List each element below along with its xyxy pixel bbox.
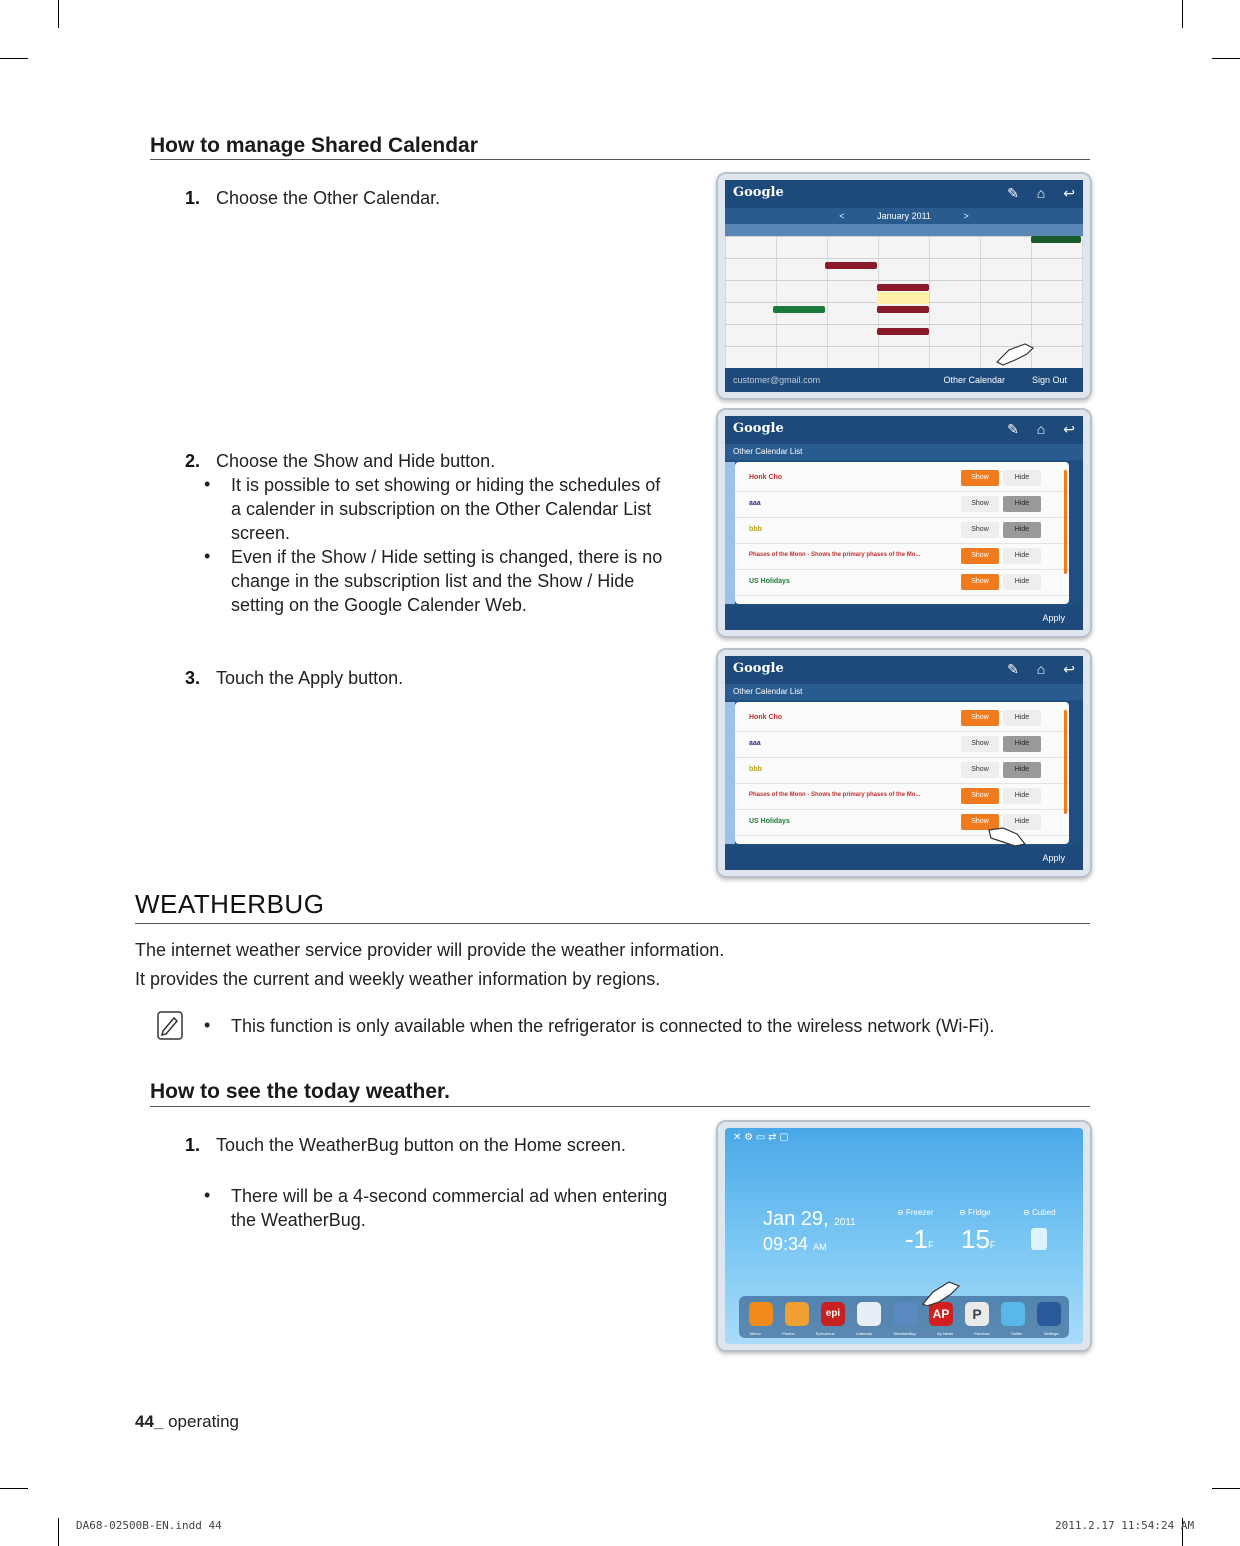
dock-labels: Memo Photos Epicurious Calendar WeatherBug Ap News Pandora Twitter Settings xyxy=(749,1331,1059,1336)
bullet-line: change in the subscription list and the Show / Hide xyxy=(231,571,635,591)
calendar-name: Honk Cho xyxy=(749,714,783,721)
scrollbar[interactable] xyxy=(1064,710,1067,814)
hide-button[interactable]: Hide xyxy=(1003,522,1041,538)
ap-news-app-icon[interactable]: AP xyxy=(929,1302,953,1326)
list-title: Other Calendar List xyxy=(725,684,1083,700)
google-logo: Google xyxy=(733,185,784,200)
show-button[interactable]: Show xyxy=(961,574,999,590)
bullet-line: There will be a 4-second commercial ad when entering xyxy=(231,1186,668,1206)
bullet: • xyxy=(204,546,211,566)
calendar-name: bbb xyxy=(749,766,762,773)
calendar-name: Honk Cho xyxy=(749,474,783,481)
apply-button[interactable]: Apply xyxy=(1042,613,1065,623)
calendar-name: bbb xyxy=(749,526,762,533)
hide-button[interactable]: Hide xyxy=(1003,788,1041,804)
month-title: January 2011 xyxy=(877,211,931,221)
hide-button[interactable]: Hide xyxy=(1003,470,1041,486)
list-item xyxy=(735,706,1069,732)
pointing-hand-icon xyxy=(921,1280,961,1306)
list-item xyxy=(735,544,1069,570)
intro-text: It provides the current and weekly weather information by regions. xyxy=(135,969,661,989)
home-icon[interactable]: ⌂ xyxy=(1036,661,1046,677)
list-item xyxy=(735,732,1069,758)
show-button[interactable]: Show xyxy=(961,788,999,804)
hide-button[interactable]: Hide xyxy=(1003,496,1041,512)
show-button[interactable]: Show xyxy=(961,736,999,752)
date-text: Jan 29, xyxy=(763,1208,829,1230)
hide-button[interactable]: Hide xyxy=(1003,762,1041,778)
note-icon xyxy=(156,1009,184,1041)
list-item xyxy=(735,492,1069,518)
back-icon[interactable]: ↩ xyxy=(1063,421,1075,437)
show-button[interactable]: Show xyxy=(961,522,999,538)
pointing-hand-icon xyxy=(987,824,1027,850)
show-button[interactable]: Show xyxy=(961,710,999,726)
calendar-app-icon[interactable] xyxy=(857,1302,881,1326)
calendar-name: US Holidays xyxy=(749,818,790,825)
fridge-temp[interactable]: 15F xyxy=(961,1224,996,1254)
back-icon[interactable]: ↩ xyxy=(1063,661,1075,677)
bullet-line: setting on the Google Calender Web. xyxy=(231,595,527,615)
calendar-name: aaa xyxy=(749,740,761,747)
list-item xyxy=(735,784,1069,810)
bullet-line: It is possible to set showing or hiding the schedules of xyxy=(231,475,661,495)
back-icon[interactable]: ↩ xyxy=(1063,185,1075,201)
crop-mark xyxy=(0,1488,28,1489)
calendar-name: Phases of the Moon - Shows the primary phases of the Mo... xyxy=(749,552,921,558)
calendar-event[interactable] xyxy=(773,306,825,313)
bullet-line: a calender in subscription on the Other Calendar List xyxy=(231,499,652,519)
page-label: operating xyxy=(163,1412,239,1431)
step-number: 1. xyxy=(185,1135,201,1155)
crop-mark xyxy=(58,1518,59,1546)
show-button[interactable]: Show xyxy=(961,470,999,486)
divider xyxy=(150,1106,1090,1107)
bullet-line: Even if the Show / Hide setting is changed, there is no xyxy=(231,547,663,567)
calendar-name: Phases of the Moon - Shows the primary phases of the Mo... xyxy=(749,792,921,798)
divider xyxy=(150,159,1090,160)
cubed-ice-icon[interactable] xyxy=(1031,1228,1047,1250)
hide-button[interactable]: Hide xyxy=(1003,736,1041,752)
home-icon[interactable]: ⌂ xyxy=(1036,421,1046,437)
step-number: 2. xyxy=(185,451,201,471)
time-text: 09:34 xyxy=(763,1234,809,1254)
google-logo: Google xyxy=(733,661,784,676)
hide-button[interactable]: Hide xyxy=(1003,548,1041,564)
edit-icon[interactable]: ✎ xyxy=(1007,661,1019,677)
crop-mark xyxy=(0,58,28,59)
calendar-list xyxy=(735,702,1069,844)
show-button[interactable]: Show xyxy=(961,548,999,564)
intro-text: The internet weather service provider will provide the weather information. xyxy=(135,940,725,960)
step-number: 3. xyxy=(185,668,201,688)
list-title: Other Calendar List xyxy=(725,444,1083,460)
sign-out-button[interactable]: Sign Out xyxy=(1031,375,1067,385)
pointing-hand-icon xyxy=(995,340,1035,366)
scrollbar[interactable] xyxy=(1064,470,1067,574)
list-item xyxy=(735,518,1069,544)
step-text: Choose the Other Calendar. xyxy=(216,188,441,208)
page-number: 44_ xyxy=(135,1412,164,1431)
section-heading: How to see the today weather. xyxy=(150,1080,450,1103)
note-text: This function is only available when the refrigerator is connected to the wireless network (Wi-Fi). xyxy=(231,1016,995,1036)
bullet-line: the WeatherBug. xyxy=(231,1210,366,1230)
page-footer xyxy=(135,1412,239,1432)
ampm-text: AM xyxy=(813,1242,827,1252)
bullet: • xyxy=(204,1015,211,1035)
memo-app-icon[interactable] xyxy=(749,1302,773,1326)
print-timestamp: 2011.2.17 11:54:24 AM xyxy=(1055,1519,1195,1532)
crop-mark xyxy=(1212,1488,1240,1489)
show-button[interactable]: Show xyxy=(961,762,999,778)
step-text: Touch the WeatherBug button on the Home screen. xyxy=(216,1135,626,1155)
list-item xyxy=(735,758,1069,784)
freezer-label: ⊖ Freezer xyxy=(897,1208,934,1217)
hide-button[interactable]: Hide xyxy=(1003,574,1041,590)
google-logo: Google xyxy=(733,421,784,436)
account-email: customer@gmail.com xyxy=(733,375,821,385)
weatherbug-app-icon[interactable] xyxy=(893,1302,917,1326)
time-display xyxy=(763,1234,827,1255)
twitter-app-icon[interactable] xyxy=(1001,1302,1025,1326)
prev-month-icon[interactable]: < xyxy=(839,211,845,221)
calendar-event[interactable] xyxy=(877,328,929,335)
print-slug: DA68-02500B-EN.indd 44 xyxy=(76,1519,222,1532)
calendar-name: US Holidays xyxy=(749,578,790,585)
bullet-line: screen. xyxy=(231,523,291,543)
epicurious-app-icon[interactable]: epi xyxy=(821,1302,845,1326)
list-item xyxy=(735,466,1069,492)
photos-app-icon[interactable] xyxy=(785,1302,809,1326)
calendar-event[interactable] xyxy=(1031,236,1081,243)
step-text: Choose the Show and Hide button. xyxy=(216,451,496,471)
crop-mark xyxy=(58,0,59,28)
calendar-event[interactable] xyxy=(825,262,877,269)
crop-mark xyxy=(1212,58,1240,59)
apply-button[interactable]: Apply xyxy=(1042,853,1065,863)
calendar-list-screenshot xyxy=(716,408,1092,638)
other-calendar-button[interactable]: Other Calendar xyxy=(943,375,1005,385)
home-icon[interactable]: ⌂ xyxy=(1036,185,1046,201)
freezer-temp[interactable]: -1F xyxy=(905,1224,934,1254)
calendar-name: aaa xyxy=(749,500,761,507)
section-heading: How to manage Shared Calendar xyxy=(150,134,478,157)
show-button[interactable]: Show xyxy=(961,814,999,830)
apply-screenshot xyxy=(716,648,1092,878)
fridge-label: ⊖ Fridge xyxy=(959,1208,991,1217)
year-text: 2011 xyxy=(834,1217,856,1228)
list-item xyxy=(735,570,1069,596)
hide-button[interactable]: Hide xyxy=(1003,814,1041,830)
sidebar xyxy=(725,702,735,844)
divider xyxy=(135,923,1090,924)
today-highlight xyxy=(877,292,929,304)
edit-icon[interactable]: ✎ xyxy=(1007,185,1019,201)
calendar-list xyxy=(735,462,1069,604)
date-display xyxy=(763,1208,856,1231)
calendar-event[interactable] xyxy=(877,306,929,313)
app-dock xyxy=(739,1296,1069,1338)
calendar-event[interactable] xyxy=(877,284,929,291)
calendar-screenshot xyxy=(716,172,1092,400)
next-month-icon[interactable]: > xyxy=(963,211,969,221)
step-text: Touch the Apply button. xyxy=(216,668,404,688)
pandora-app-icon[interactable]: P xyxy=(965,1302,989,1326)
settings-app-icon[interactable] xyxy=(1037,1302,1061,1326)
cubed-label: ⊖ Cubed xyxy=(1023,1208,1056,1217)
bullet: • xyxy=(204,474,211,494)
weatherbug-heading: WEATHERBUG xyxy=(135,889,325,919)
crop-mark xyxy=(1182,0,1183,28)
show-button[interactable]: Show xyxy=(961,496,999,512)
step-number: 1. xyxy=(185,188,201,208)
status-icons: ✕ ⚙ ▭ ⇄ ▢ xyxy=(733,1132,789,1143)
home-screenshot xyxy=(716,1120,1092,1352)
day-header xyxy=(725,224,1083,236)
bullet: • xyxy=(204,1185,211,1205)
sidebar xyxy=(725,462,735,604)
hide-button[interactable]: Hide xyxy=(1003,710,1041,726)
edit-icon[interactable]: ✎ xyxy=(1007,421,1019,437)
